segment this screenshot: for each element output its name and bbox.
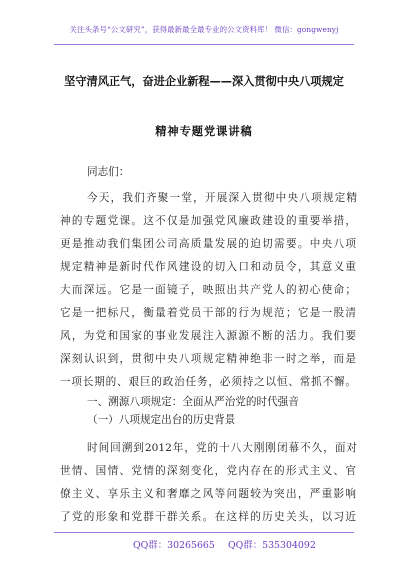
document-title-line-2: 精神专题党课讲稿 xyxy=(155,125,253,138)
paragraph-line: 风，为党和国家的事业发展注入源源不断的活力。我们要 xyxy=(60,330,356,342)
paragraph-line: 僚主义、享乐主义和奢靡之风等问题较为突出，严重影响 xyxy=(60,488,356,500)
paragraph-line: 世情、国情、党情的深刻变化，党内存在的形式主义、官 xyxy=(60,465,356,477)
paragraph-line: 一项长期的、艰巨的政治任务，必须持之以恒、常抓不懈。 xyxy=(60,376,356,388)
paragraph-line: 时间回溯到2012年，党的十八大刚刚闭幕不久，面对 xyxy=(87,442,357,454)
header-rule xyxy=(54,44,354,45)
paragraph-line: 了党的形象和党群干群关系。在这样的历史关头，以习近 xyxy=(60,511,356,523)
footer-qq-group-2: QQ群：535304092 xyxy=(228,540,316,551)
paragraph-line: 大而深远。它是一面镜子，映照出共产党人的初心使命； xyxy=(60,284,356,296)
paragraph-line: 今天，我们齐聚一堂，开展深入贯彻中央八项规定精 xyxy=(87,192,357,204)
section-heading: 一、溯源八项规定：全面从严治党的时代强音 xyxy=(87,396,299,408)
document-title-line-1: 坚守清风正气，奋进企业新程——深入贯彻中央八项规定 xyxy=(64,75,344,88)
paragraph-line: 规定精神是新时代作风建设的切入口和动员令，其意义重 xyxy=(60,261,356,273)
paragraph-line: 神的专题党课。这不仅是加强党风廉政建设的重要举措， xyxy=(60,215,356,227)
footer-rule xyxy=(54,532,354,533)
footer-qq-group-1: QQ群：30265665 xyxy=(133,540,215,551)
paragraph-line: 它是一把标尺，衡量着党员干部的行为规范；它是一股清 xyxy=(60,307,356,319)
salutation: 同志们： xyxy=(87,166,130,178)
paragraph-line: 深刻认识到，贯彻中央八项规定精神绝非一时之举，而是 xyxy=(60,353,356,365)
paragraph-line: 更是推动我们集团公司高质量发展的迫切需要。中央八项 xyxy=(60,238,356,250)
header-banner: 关注头条号“公文研究”，获得最新最全最专业的公文资料库！ 微信：gongwenyj xyxy=(69,25,339,34)
subsection-heading: （一）八项规定出台的历史背景 xyxy=(87,414,236,426)
